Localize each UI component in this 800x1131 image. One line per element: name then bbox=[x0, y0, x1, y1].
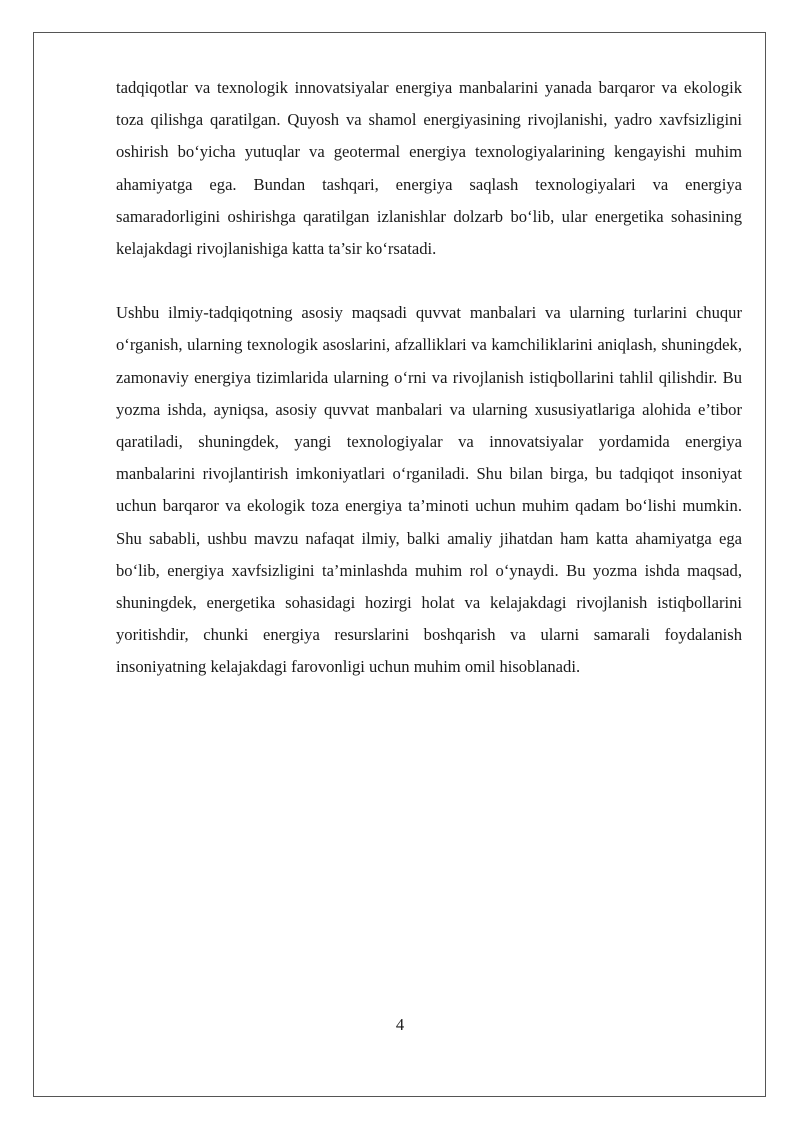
page-number: 4 bbox=[395, 1015, 405, 1034]
paragraph-2: Ushbu ilmiy-tadqiqotning asosiy maqsadi quvvat manbalari va ularning turlarini chuqur o‘rganish, ularning texnologik asoslarini, afzalliklari va kamchiliklarini aniqlash, shuningdek, zamonaviy energiya tizimlarida ularning o‘rni va rivojlanish istiqbollarini tahlil qilishdir. Bu yozma ishda, ayniqsa, asosiy quvvat manbalari va ularning xususiyatlariga alohida e’tibor qaratiladi, shuningdek, yangi texnologiyalar va innovatsiyalar yordamida energiya manbalarini rivojlantirish imkoniyatlari o‘rganiladi. Shu bilan birga, bu tadqiqot insoniyat uchun barqaror va ekologik toza energiya ta’minoti uchun muhim qadam bo‘lishi mumkin. Shu sababli, ushbu mavzu nafaqat ilmiy, balki amaliy jihatdan ham katta ahamiyatga ega bo‘lib, energiya xavfsizligini ta’minlashda muhim rol o‘ynaydi. Bu yozma ishda maqsad, shuningdek, energetika sohasidagi hozirgi holat va kelajakdagi rivojlanish istiqbollarini yoritishdir, chunki energiya resurslarini boshqarish va ularni samarali foydalanish insoniyatning kelajakdagi farovonligi uchun muhim omil hisoblanadi. bbox=[116, 303, 742, 677]
document-body bbox=[116, 72, 742, 684]
paragraph-1: tadqiqotlar va texnologik innovatsiyalar energiya manbalarini yanada barqaror va ekologik toza qilishga qaratilgan. Quyosh va shamol energiyasining rivojlanishi, yadro xavfsizligini oshirish bo‘yicha yutuqlar va geotermal energiya texnologiyalarining kengayishi muhim ahamiyatga ega. Bundan tashqari, energiya saqlash texnologiyalari va energiya samaradorligini oshirishga qaratilgan izlanishlar dolzarb bo‘lib, ular energetika sohasining kelajakdagi rivojlanishiga katta ta’sir ko‘rsatadi. bbox=[116, 78, 742, 259]
